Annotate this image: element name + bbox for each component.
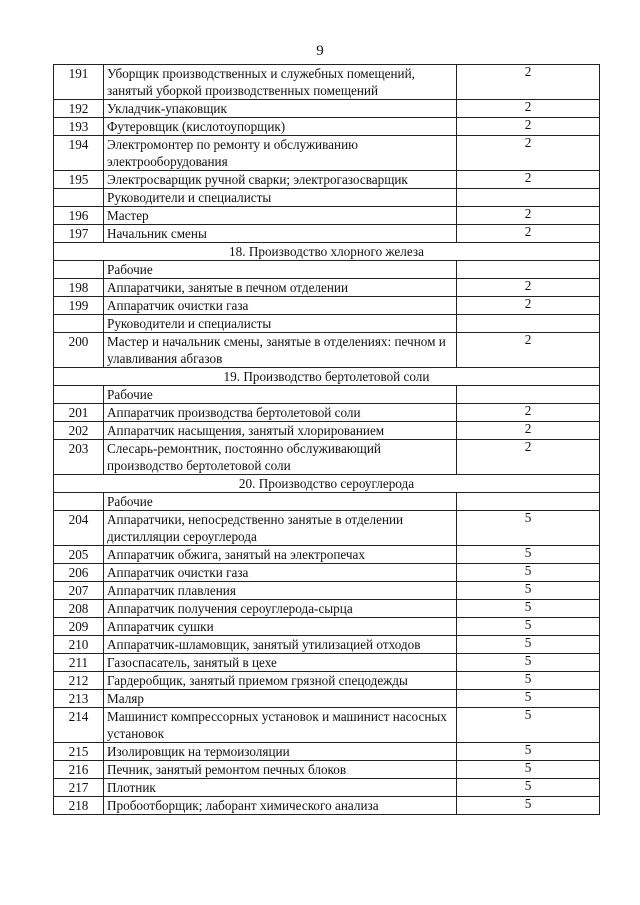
row-number: 198: [54, 279, 104, 297]
row-number: 209: [54, 618, 104, 636]
row-value: 2: [457, 225, 600, 243]
row-number: 194: [54, 136, 104, 171]
table-row: [54, 600, 600, 618]
row-value: 2: [457, 65, 600, 100]
row-number: 215: [54, 743, 104, 761]
table-row: [54, 100, 600, 118]
profession-name: Электромонтер по ремонту и обслуживанию электрооборудования: [104, 136, 457, 171]
table-row: [54, 279, 600, 297]
category-row: [54, 493, 600, 511]
page-number: 9: [316, 43, 324, 59]
table-row: [54, 440, 600, 475]
table-row: [54, 207, 600, 225]
row-number: 207: [54, 582, 104, 600]
row-value: 5: [457, 797, 600, 815]
empty-cell: [54, 386, 104, 404]
table-row: [54, 672, 600, 690]
row-number: 197: [54, 225, 104, 243]
row-value: 2: [457, 422, 600, 440]
table-row: [54, 779, 600, 797]
table-row: [54, 422, 600, 440]
row-value: 2: [457, 297, 600, 315]
table-row: [54, 297, 600, 315]
table-row: [54, 511, 600, 546]
table-row: [54, 65, 600, 100]
profession-name: Газоспасатель, занятый в цехе: [104, 654, 457, 672]
table-row: [54, 171, 600, 189]
category-row: [54, 386, 600, 404]
row-number: 206: [54, 564, 104, 582]
row-number: 218: [54, 797, 104, 815]
row-value: 5: [457, 582, 600, 600]
row-value: 5: [457, 600, 600, 618]
category-row: [54, 261, 600, 279]
table-body: [54, 65, 600, 815]
row-value: 5: [457, 779, 600, 797]
section-header-row: [54, 475, 600, 493]
section-title: 20. Производство сероуглерода: [54, 475, 600, 493]
row-value: 2: [457, 440, 600, 475]
profession-name: Аппаратчик сушки: [104, 618, 457, 636]
row-number: 214: [54, 708, 104, 743]
row-value: 5: [457, 654, 600, 672]
table-row: [54, 797, 600, 815]
row-value: 2: [457, 100, 600, 118]
row-value: 2: [457, 207, 600, 225]
row-value: 5: [457, 564, 600, 582]
section-header-row: [54, 368, 600, 386]
profession-name: Электросварщик ручной сварки; электрогазосварщик: [104, 171, 457, 189]
row-number: 211: [54, 654, 104, 672]
row-value: 2: [457, 333, 600, 368]
row-number: 199: [54, 297, 104, 315]
table-row: [54, 761, 600, 779]
profession-name: Аппаратчик получения сероуглерода-сырца: [104, 600, 457, 618]
table-row: [54, 118, 600, 136]
profession-name: Аппаратчик очистки газа: [104, 297, 457, 315]
table-row: [54, 136, 600, 171]
category-row: [54, 189, 600, 207]
empty-cell: [457, 261, 600, 279]
category-label: Рабочие: [104, 261, 457, 279]
profession-name: Аппаратчик производства бертолетовой соли: [104, 404, 457, 422]
table-row: [54, 654, 600, 672]
profession-name: Аппаратчик плавления: [104, 582, 457, 600]
section-title: 19. Производство бертолетовой соли: [54, 368, 600, 386]
professions-table: [53, 64, 600, 815]
row-value: 5: [457, 743, 600, 761]
table-row: [54, 333, 600, 368]
row-number: 216: [54, 761, 104, 779]
row-value: 5: [457, 511, 600, 546]
row-number: 193: [54, 118, 104, 136]
profession-name: Аппаратчик очистки газа: [104, 564, 457, 582]
table-row: [54, 690, 600, 708]
row-number: 205: [54, 546, 104, 564]
row-number: 208: [54, 600, 104, 618]
profession-name: Мастер и начальник смены, занятые в отделениях: печном и улавливания абгазов: [104, 333, 457, 368]
row-value: 5: [457, 546, 600, 564]
profession-name: Мастер: [104, 207, 457, 225]
table-row: [54, 618, 600, 636]
empty-cell: [457, 493, 600, 511]
row-value: 5: [457, 708, 600, 743]
empty-cell: [54, 261, 104, 279]
empty-cell: [457, 386, 600, 404]
empty-cell: [54, 189, 104, 207]
table-row: [54, 708, 600, 743]
category-label: Руководители и специалисты: [104, 189, 457, 207]
profession-name: Машинист компрессорных установок и машинист насосных установок: [104, 708, 457, 743]
row-number: 191: [54, 65, 104, 100]
table-row: [54, 564, 600, 582]
profession-name: Маляр: [104, 690, 457, 708]
row-number: 203: [54, 440, 104, 475]
profession-name: Укладчик-упаковщик: [104, 100, 457, 118]
row-number: 217: [54, 779, 104, 797]
category-row: [54, 315, 600, 333]
row-number: 192: [54, 100, 104, 118]
row-number: 201: [54, 404, 104, 422]
category-label: Рабочие: [104, 386, 457, 404]
profession-name: Аппаратчик насыщения, занятый хлорированием: [104, 422, 457, 440]
table-row: [54, 225, 600, 243]
profession-name: Слесарь-ремонтник, постоянно обслуживающий производство бертолетовой соли: [104, 440, 457, 475]
profession-name: Аппаратчики, занятые в печном отделении: [104, 279, 457, 297]
profession-name: Начальник смены: [104, 225, 457, 243]
table-row: [54, 404, 600, 422]
row-value: 2: [457, 118, 600, 136]
row-value: 5: [457, 690, 600, 708]
profession-name: Уборщик производственных и служебных помещений, занятый уборкой производственных помещений: [104, 65, 457, 100]
profession-name: Футеровщик (кислотоупорщик): [104, 118, 457, 136]
empty-cell: [54, 493, 104, 511]
row-number: 200: [54, 333, 104, 368]
row-number: 204: [54, 511, 104, 546]
table-row: [54, 636, 600, 654]
profession-name: Гардеробщик, занятый приемом грязной спецодежды: [104, 672, 457, 690]
profession-name: Изолировщик на термоизоляции: [104, 743, 457, 761]
profession-name: Аппаратчик-шламовщик, занятый утилизацией отходов: [104, 636, 457, 654]
profession-name: Пробоотборщик; лаборант химического анализа: [104, 797, 457, 815]
section-header-row: [54, 243, 600, 261]
row-value: 2: [457, 136, 600, 171]
empty-cell: [457, 315, 600, 333]
empty-cell: [54, 315, 104, 333]
profession-name: Плотник: [104, 779, 457, 797]
row-number: 213: [54, 690, 104, 708]
profession-name: Аппаратчик обжига, занятый на электропечах: [104, 546, 457, 564]
row-value: 5: [457, 672, 600, 690]
row-value: 2: [457, 404, 600, 422]
row-value: 5: [457, 636, 600, 654]
table-row: [54, 546, 600, 564]
row-value: 2: [457, 279, 600, 297]
category-label: Рабочие: [104, 493, 457, 511]
row-number: 212: [54, 672, 104, 690]
category-label: Руководители и специалисты: [104, 315, 457, 333]
row-number: 210: [54, 636, 104, 654]
profession-name: Печник, занятый ремонтом печных блоков: [104, 761, 457, 779]
row-number: 196: [54, 207, 104, 225]
row-number: 202: [54, 422, 104, 440]
table-row: [54, 743, 600, 761]
empty-cell: [457, 189, 600, 207]
section-title: 18. Производство хлорного железа: [54, 243, 600, 261]
row-value: 5: [457, 618, 600, 636]
table-row: [54, 582, 600, 600]
row-number: 195: [54, 171, 104, 189]
profession-name: Аппаратчики, непосредственно занятые в отделении дистилляции сероуглерода: [104, 511, 457, 546]
row-value: 2: [457, 171, 600, 189]
row-value: 5: [457, 761, 600, 779]
